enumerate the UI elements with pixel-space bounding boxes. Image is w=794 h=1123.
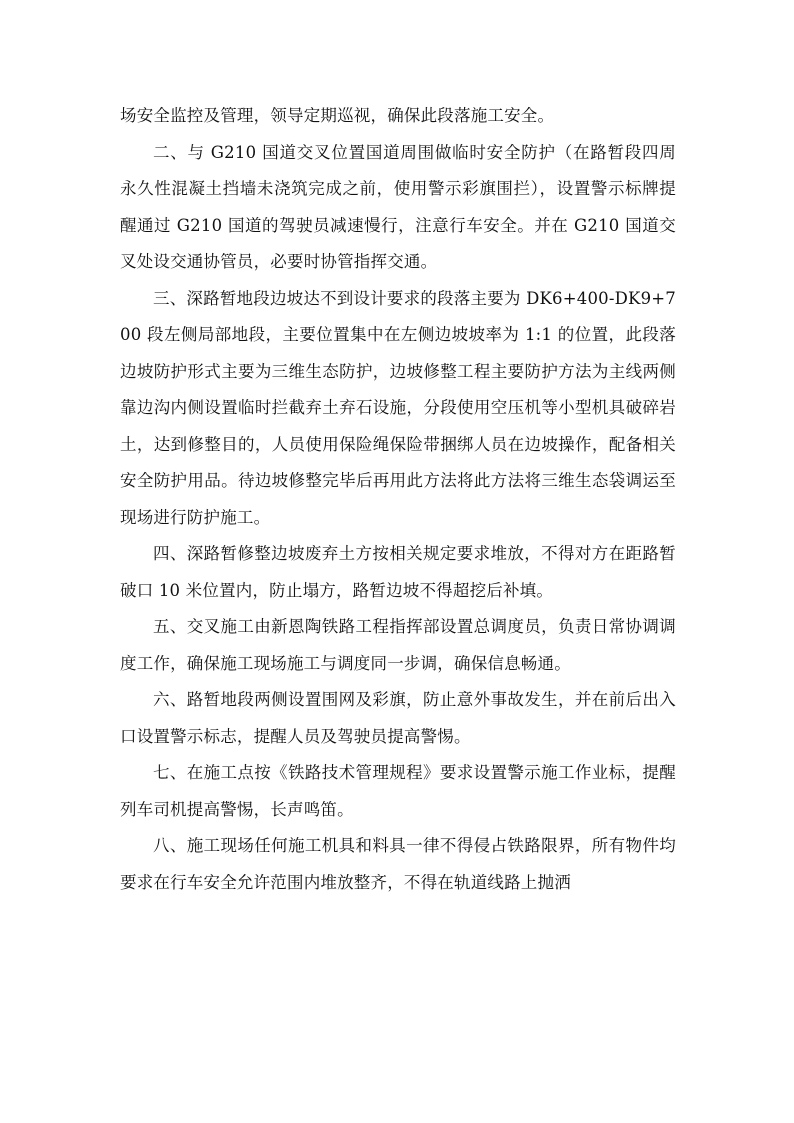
paragraph-5: 五、交叉施工由新恩陶铁路工程指挥部设置总调度员，负责日常协调调度工作，确保施工现场施工与调度同一步调，确保信息畅通。 — [120, 617, 676, 673]
paragraph-4: 四、深路暂修整边坡废弃土方按相关规定要求堆放，不得对方在距路暂破口 10 米位置内，防止塌方，路暂边坡不得超挖后补填。 — [120, 544, 676, 600]
document-page — [120, 98, 676, 901]
paragraph-3: 三、深路暂地段边坡达不到设计要求的段落主要为 DK6+400-DK9+700 段左侧局部地段，主要位置集中在左侧边坡坡率为 1:1 的位置，此段落边坡防护形式主要为三维生态防护，边坡修整工程主要防护方法为主线两侧靠边沟内侧设置临时拦截弃土弃石设施，分段使用空压机等小型机具破碎岩土，达到修整目的，人员使用保险绳保险带捆绑人员在边坡操作，配备相关安全防护用品。待边坡修整完毕后再用此方法将此方法将三维生态袋调运至现场进行防护施工。 — [120, 288, 676, 527]
paragraph-7: 七、在施工点按《铁路技术管理规程》要求设置警示施工作业标，提醒列车司机提高警惕，长声鸣笛。 — [120, 763, 676, 819]
paragraph-6: 六、路暂地段两侧设置围网及彩旗，防止意外事故发生，并在前后出入口设置警示标志，提醒人员及驾驶员提高警惕。 — [120, 690, 676, 746]
paragraph-2: 二、与 G210 国道交叉位置国道周围做临时安全防护（在路暂段四周永久性混凝土挡墙未浇筑完成之前，使用警示彩旗围拦），设置警示标牌提醒通过 G210 国道的驾驶员减速慢行，注意行车安全。并在 G210 国道交叉处设交通协管员，必要时协管指挥交通。 — [120, 142, 676, 271]
paragraph-1: 场安全监控及管理，领导定期巡视，确保此段落施工安全。 — [120, 106, 555, 125]
paragraph-8: 八、施工现场任何施工机具和料具一律不得侵占铁路限界，所有物件均要求在行车安全允许范围内堆放整齐，不得在轨道线路上抛洒 — [120, 836, 676, 892]
